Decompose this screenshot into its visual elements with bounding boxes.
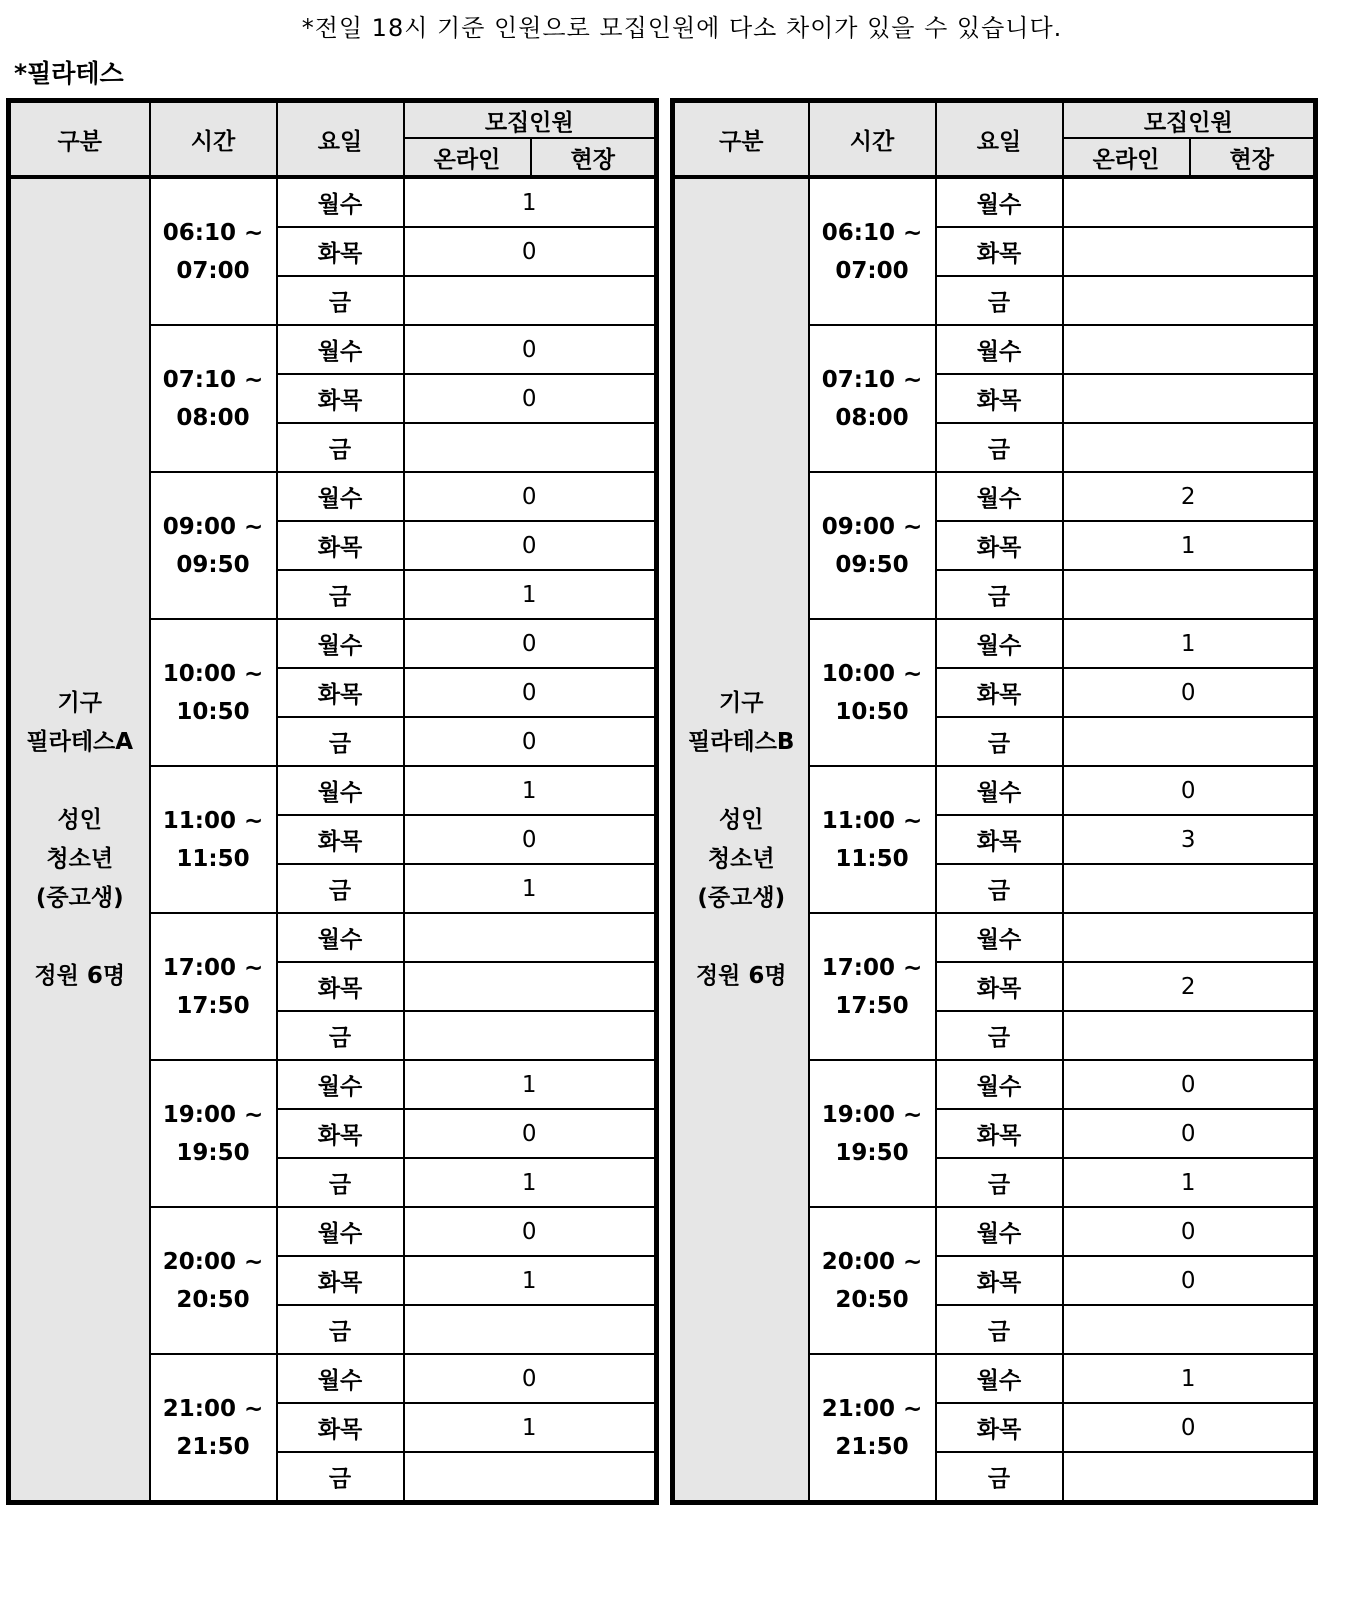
day-cell: 화목 <box>277 1403 404 1452</box>
time-slot-cell <box>809 1354 936 1503</box>
recruit-count-cell <box>1063 1305 1316 1354</box>
day-cell: 화목 <box>936 1403 1063 1452</box>
time-start: 06:10 <box>821 219 895 246</box>
recruit-count-cell <box>404 423 657 472</box>
day-cell: 월수 <box>277 177 404 227</box>
time-range-start <box>151 508 276 546</box>
recruit-count-cell: 0 <box>404 521 657 570</box>
recruit-count-cell <box>404 962 657 1011</box>
time-slot-cell <box>809 325 936 472</box>
day-cell: 금 <box>277 276 404 325</box>
time-separator: ~ <box>902 1395 923 1422</box>
header-recruit: 모집인원 <box>1063 101 1316 139</box>
day-cell: 화목 <box>277 374 404 423</box>
recruit-count-cell: 1 <box>404 864 657 913</box>
day-cell: 월수 <box>936 325 1063 374</box>
day-cell: 월수 <box>277 1060 404 1109</box>
recruit-count-cell <box>1063 864 1316 913</box>
day-cell: 월수 <box>936 1207 1063 1256</box>
day-cell: 금 <box>936 423 1063 472</box>
recruit-count-cell <box>404 1452 657 1503</box>
time-separator: ~ <box>243 1101 264 1128</box>
recruit-count-cell: 2 <box>1063 962 1316 1011</box>
recruit-count-cell: 1 <box>1063 619 1316 668</box>
header-day: 요일 <box>277 101 404 178</box>
day-cell: 월수 <box>936 913 1063 962</box>
time-separator: ~ <box>902 219 923 246</box>
day-cell: 금 <box>936 570 1063 619</box>
time-start: 07:10 <box>162 366 236 393</box>
day-cell: 월수 <box>277 766 404 815</box>
time-range-start <box>810 949 935 987</box>
day-cell: 금 <box>936 276 1063 325</box>
time-separator: ~ <box>243 219 264 246</box>
header-day: 요일 <box>936 101 1063 178</box>
time-end: 07:00 <box>176 257 250 284</box>
time-range-start <box>151 1096 276 1134</box>
day-cell: 금 <box>277 864 404 913</box>
day-cell: 월수 <box>277 1354 404 1403</box>
table-row <box>9 177 657 227</box>
time-start: 17:00 <box>821 954 895 981</box>
recruit-count-cell <box>404 1305 657 1354</box>
time-start: 21:00 <box>821 1395 895 1422</box>
time-slot-cell <box>150 1354 277 1503</box>
group-target-youth: 청소년 <box>707 845 775 872</box>
time-start: 19:00 <box>162 1101 236 1128</box>
time-slot-cell <box>809 1207 936 1354</box>
time-range-start <box>810 802 935 840</box>
recruit-count-cell: 0 <box>1063 1207 1316 1256</box>
recruit-count-cell: 3 <box>1063 815 1316 864</box>
time-end: 07:00 <box>835 257 909 284</box>
recruit-count-cell <box>404 276 657 325</box>
time-slot-cell <box>150 472 277 619</box>
day-cell: 월수 <box>936 177 1063 227</box>
recruit-count-cell <box>1063 325 1316 374</box>
recruit-count-cell <box>1063 1452 1316 1503</box>
recruit-count-cell: 0 <box>404 227 657 276</box>
time-end: 20:50 <box>835 1286 909 1313</box>
header-time: 시간 <box>809 101 936 178</box>
recruit-count-cell: 0 <box>404 717 657 766</box>
time-slot-cell <box>150 177 277 325</box>
recruit-count-cell: 1 <box>404 1256 657 1305</box>
schedule-table-a <box>6 98 659 1505</box>
time-separator: ~ <box>902 366 923 393</box>
group-equipment: 기구 <box>719 689 764 716</box>
time-separator: ~ <box>243 366 264 393</box>
time-start: 10:00 <box>162 660 236 687</box>
recruit-count-cell: 0 <box>404 374 657 423</box>
day-cell: 금 <box>936 1452 1063 1503</box>
recruit-count-cell: 0 <box>404 325 657 374</box>
time-range-start <box>151 655 276 693</box>
recruit-count-cell: 0 <box>404 619 657 668</box>
day-cell: 화목 <box>277 227 404 276</box>
recruit-count-cell <box>1063 276 1316 325</box>
schedule-table-b <box>670 98 1318 1505</box>
time-start: 09:00 <box>162 513 236 540</box>
time-slot-cell <box>150 766 277 913</box>
recruit-count-cell <box>1063 374 1316 423</box>
recruit-count-cell: 0 <box>1063 1403 1316 1452</box>
time-range-start <box>810 508 935 546</box>
day-cell: 금 <box>277 1305 404 1354</box>
recruit-count-cell: 1 <box>1063 1158 1316 1207</box>
time-end: 09:50 <box>176 551 250 578</box>
time-slot-cell <box>809 619 936 766</box>
recruit-count-cell <box>1063 717 1316 766</box>
day-cell: 금 <box>936 1305 1063 1354</box>
recruit-count-cell: 0 <box>404 1109 657 1158</box>
time-separator: ~ <box>902 954 923 981</box>
time-separator: ~ <box>243 1248 264 1275</box>
day-cell: 월수 <box>277 325 404 374</box>
day-cell: 화목 <box>936 374 1063 423</box>
day-cell: 월수 <box>936 766 1063 815</box>
time-range-start <box>810 361 935 399</box>
recruit-count-cell: 0 <box>404 472 657 521</box>
time-range-start <box>810 1390 935 1428</box>
header-onsite: 현장 <box>1190 138 1316 177</box>
time-slot-cell <box>150 325 277 472</box>
time-slot-cell <box>150 913 277 1060</box>
time-end: 19:50 <box>835 1139 909 1166</box>
time-start: 17:00 <box>162 954 236 981</box>
day-cell: 월수 <box>936 472 1063 521</box>
group-spacer <box>11 762 149 801</box>
time-range-start <box>810 1096 935 1134</box>
time-end: 10:50 <box>176 698 250 725</box>
header-online: 온라인 <box>404 138 531 177</box>
day-cell: 월수 <box>936 1060 1063 1109</box>
day-cell: 금 <box>277 717 404 766</box>
time-slot-cell <box>150 1207 277 1354</box>
time-start: 07:10 <box>821 366 895 393</box>
day-cell: 금 <box>277 1158 404 1207</box>
time-slot-cell <box>150 619 277 766</box>
day-cell: 화목 <box>936 962 1063 1011</box>
recruit-count-cell: 1 <box>404 570 657 619</box>
time-separator: ~ <box>243 1395 264 1422</box>
recruit-count-cell: 1 <box>404 766 657 815</box>
recruit-count-cell: 0 <box>1063 1256 1316 1305</box>
group-capacity: 정원 6명 <box>34 962 126 989</box>
time-slot-cell <box>809 766 936 913</box>
time-separator: ~ <box>902 1101 923 1128</box>
time-start: 11:00 <box>821 807 895 834</box>
group-target-note: (중고생) <box>35 884 124 911</box>
time-start: 21:00 <box>162 1395 236 1422</box>
day-cell: 월수 <box>936 1354 1063 1403</box>
time-slot-cell <box>809 177 936 325</box>
header-recruit: 모집인원 <box>404 101 657 139</box>
group-spacer <box>675 762 808 801</box>
time-range-start <box>151 1243 276 1281</box>
day-cell: 화목 <box>936 521 1063 570</box>
day-cell: 금 <box>277 423 404 472</box>
group-capacity: 정원 6명 <box>695 962 787 989</box>
day-cell: 화목 <box>277 521 404 570</box>
recruit-count-cell: 1 <box>404 1060 657 1109</box>
time-separator: ~ <box>902 1248 923 1275</box>
time-start: 10:00 <box>821 660 895 687</box>
time-end: 11:50 <box>176 845 250 872</box>
time-range-start <box>810 655 935 693</box>
day-cell: 금 <box>277 1011 404 1060</box>
recruit-count-cell: 1 <box>404 1158 657 1207</box>
day-cell: 화목 <box>936 1109 1063 1158</box>
day-cell: 월수 <box>936 619 1063 668</box>
time-range-start <box>810 214 935 252</box>
recruit-count-cell: 0 <box>404 668 657 717</box>
group-label-cell <box>673 177 809 1503</box>
header-division: 구분 <box>673 101 809 178</box>
table-row <box>673 177 1316 227</box>
group-target-youth: 청소년 <box>46 845 114 872</box>
recruit-count-cell: 0 <box>404 1207 657 1256</box>
day-cell: 금 <box>277 570 404 619</box>
day-cell: 화목 <box>936 227 1063 276</box>
day-cell: 화목 <box>936 668 1063 717</box>
group-class-name: 필라테스A <box>26 728 134 755</box>
group-spacer <box>11 918 149 957</box>
time-end: 20:50 <box>176 1286 250 1313</box>
time-range-start <box>151 949 276 987</box>
day-cell: 금 <box>936 1158 1063 1207</box>
group-equipment: 기구 <box>57 689 102 716</box>
recruit-count-cell: 0 <box>404 815 657 864</box>
time-slot-cell <box>809 913 936 1060</box>
time-end: 17:50 <box>835 992 909 1019</box>
time-end: 21:50 <box>176 1433 250 1460</box>
time-start: 20:00 <box>821 1248 895 1275</box>
header-division: 구분 <box>9 101 150 178</box>
time-separator: ~ <box>902 513 923 540</box>
time-separator: ~ <box>243 807 264 834</box>
day-cell: 금 <box>277 1452 404 1503</box>
header-onsite: 현장 <box>531 138 657 177</box>
day-cell: 화목 <box>277 815 404 864</box>
day-cell: 월수 <box>277 1207 404 1256</box>
time-end: 21:50 <box>835 1433 909 1460</box>
time-start: 06:10 <box>162 219 236 246</box>
time-end: 08:00 <box>835 404 909 431</box>
recruit-count-cell <box>1063 227 1316 276</box>
day-cell: 월수 <box>277 472 404 521</box>
recruit-count-cell <box>404 913 657 962</box>
header-online: 온라인 <box>1063 138 1190 177</box>
day-cell: 화목 <box>277 1109 404 1158</box>
time-separator: ~ <box>243 660 264 687</box>
time-start: 09:00 <box>821 513 895 540</box>
day-cell: 금 <box>936 717 1063 766</box>
recruit-count-cell: 0 <box>404 1354 657 1403</box>
group-target-adult: 성인 <box>57 806 102 833</box>
recruit-count-cell: 1 <box>404 177 657 227</box>
time-end: 08:00 <box>176 404 250 431</box>
time-separator: ~ <box>902 807 923 834</box>
recruit-count-cell: 0 <box>1063 1109 1316 1158</box>
recruit-count-cell <box>1063 423 1316 472</box>
group-target-adult: 성인 <box>719 806 764 833</box>
time-start: 20:00 <box>162 1248 236 1275</box>
day-cell: 월수 <box>277 913 404 962</box>
day-cell: 금 <box>936 1011 1063 1060</box>
recruit-count-cell <box>404 1011 657 1060</box>
day-cell: 월수 <box>277 619 404 668</box>
time-range-start <box>151 361 276 399</box>
day-cell: 화목 <box>277 1256 404 1305</box>
day-cell: 화목 <box>277 962 404 1011</box>
recruit-count-cell: 0 <box>1063 766 1316 815</box>
recruit-count-cell: 1 <box>404 1403 657 1452</box>
group-class-name: 필라테스B <box>688 728 795 755</box>
time-slot-cell <box>150 1060 277 1207</box>
time-slot-cell <box>809 472 936 619</box>
section-title: *필라테스 <box>14 59 124 88</box>
recruit-count-cell: 2 <box>1063 472 1316 521</box>
notice-text: *전일 18시 기준 인원으로 모집인원에 다소 차이가 있을 수 있습니다. <box>301 14 1063 42</box>
time-range-start <box>151 802 276 840</box>
recruit-count-cell: 1 <box>1063 1354 1316 1403</box>
recruit-count-cell <box>1063 570 1316 619</box>
time-start: 19:00 <box>821 1101 895 1128</box>
recruit-count-cell: 0 <box>1063 668 1316 717</box>
time-end: 17:50 <box>176 992 250 1019</box>
time-end: 09:50 <box>835 551 909 578</box>
day-cell: 화목 <box>936 815 1063 864</box>
time-start: 11:00 <box>162 807 236 834</box>
time-separator: ~ <box>243 954 264 981</box>
recruit-count-cell <box>1063 913 1316 962</box>
recruit-count-cell <box>1063 177 1316 227</box>
day-cell: 금 <box>936 864 1063 913</box>
day-cell: 화목 <box>277 668 404 717</box>
time-end: 10:50 <box>835 698 909 725</box>
time-end: 11:50 <box>835 845 909 872</box>
time-separator: ~ <box>243 513 264 540</box>
time-slot-cell <box>809 1060 936 1207</box>
group-label-cell <box>9 177 150 1503</box>
time-end: 19:50 <box>176 1139 250 1166</box>
time-range-start <box>151 214 276 252</box>
group-target-note: (중고생) <box>697 884 786 911</box>
day-cell: 화목 <box>936 1256 1063 1305</box>
recruit-count-cell <box>1063 1011 1316 1060</box>
recruit-count-cell: 1 <box>1063 521 1316 570</box>
group-spacer <box>675 918 808 957</box>
time-range-start <box>151 1390 276 1428</box>
recruit-count-cell: 0 <box>1063 1060 1316 1109</box>
header-time: 시간 <box>150 101 277 178</box>
time-separator: ~ <box>902 660 923 687</box>
time-range-start <box>810 1243 935 1281</box>
